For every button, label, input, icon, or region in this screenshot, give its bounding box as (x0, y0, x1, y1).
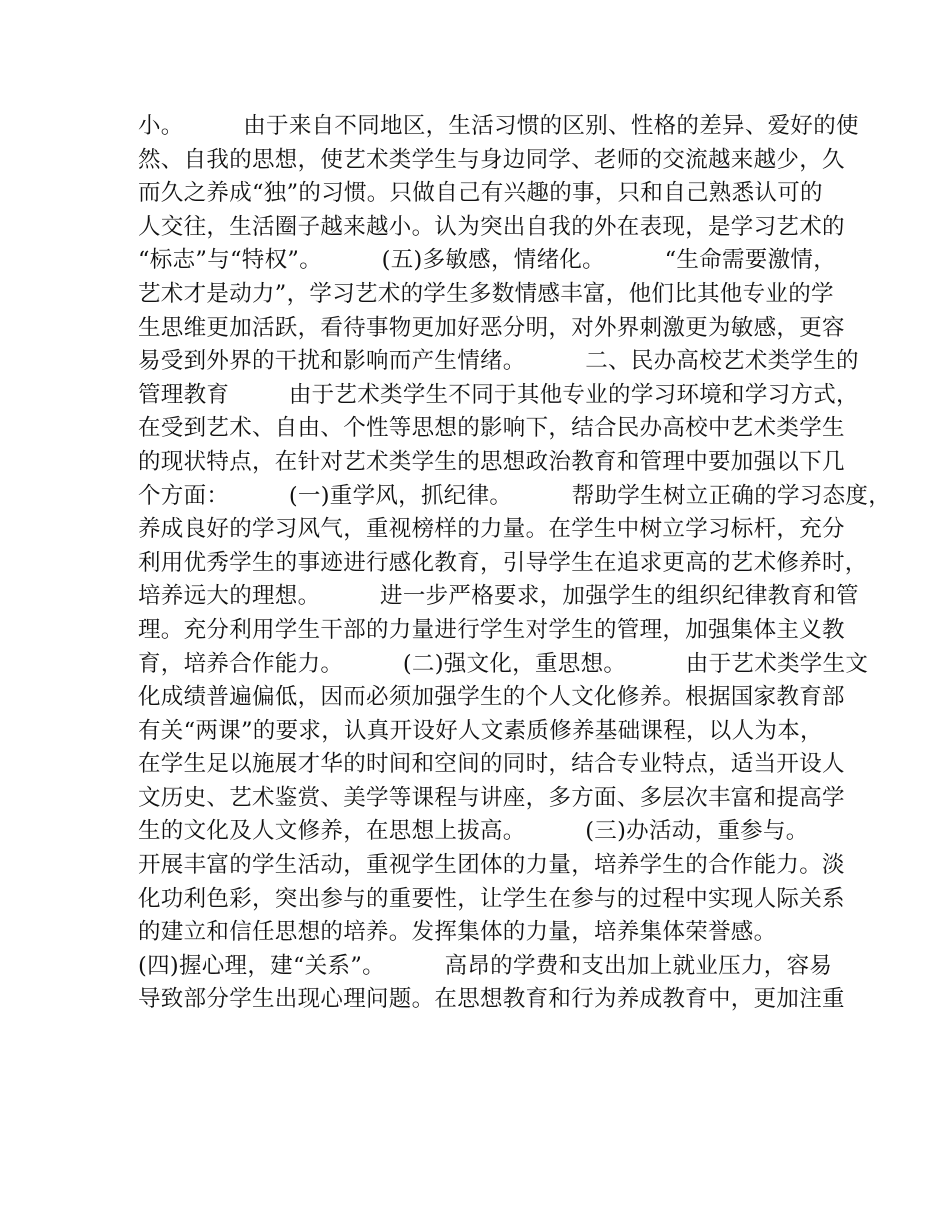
text-line: 的现状特点，在针对艺术类学生的思想政治教育和管理中要加强以下几 (138, 448, 845, 475)
text-line: 易受到外界的干扰和影响而产生情绪。 二、民办高校艺术类学生的 (138, 348, 859, 375)
text-line: 养成良好的学习风气，重视榜样的力量。在学生中树立学习标杆，充分 (138, 516, 845, 543)
text-line: 然、自我的思想，使艺术类学生与身边同学、老师的交流越来越少，久 (138, 146, 845, 173)
text-line: 利用优秀学生的事迹进行感化教育，引导学生在追求更高的艺术修养时， (138, 549, 868, 576)
text-line: 理。充分利用学生干部的力量进行学生对学生的管理，加强集体主义教 (138, 616, 845, 643)
text-line: 生思维更加活跃，看待事物更加好恶分明，对外界刺激更为敏感，更容 (138, 314, 845, 341)
text-line: 的建立和信任思想的培养。发挥集体的力量，培养集体荣誉感。 (138, 919, 777, 946)
text-line: 个方面： (一)重学风，抓纪律。 帮助学生树立正确的学习态度， (138, 482, 891, 509)
text-line: 艺术才是动力”，学习艺术的学生多数情感丰富，他们比其他专业的学 (138, 280, 834, 307)
text-line: 在学生足以施展才华的时间和空间的同时，结合专业特点，适当开设人 (138, 751, 845, 778)
text-line: 化成绩普遍偏低，因而必须加强学生的个人文化修养。根据国家教育部 (138, 684, 845, 711)
text-line: 管理教育 由于艺术类学生不同于其他专业的学习环境和学习方式， (138, 381, 859, 408)
text-line: “标志”与“特权”。 (五)多敏感，情绪化。 “生命需要激情， (138, 247, 837, 274)
text-line: 化功利色彩，突出参与的重要性，让学生在参与的过程中实现人际关系 (138, 885, 845, 912)
text-line: (四)握心理，建“关系”。 高昂的学费和支出加上就业压力，容易 (138, 952, 833, 979)
text-line: 培养远大的理想。 进一步严格要求，加强学生的组织纪律教育和管 (138, 583, 859, 610)
text-line: 导致部分学生出现心理问题。在思想教育和行为养成教育中，更加注重 (138, 986, 845, 1013)
text-line: 育，培养合作能力。 (二)强文化，重思想。 由于艺术类学生文 (138, 650, 869, 677)
body-text (138, 110, 891, 1017)
text-line: 而久之养成“独”的习惯。只做自己有兴趣的事，只和自己熟悉认可的 (138, 180, 823, 207)
text-line: 开展丰富的学生活动，重视学生团体的力量，培养学生的合作能力。淡 (138, 852, 845, 879)
text-line: 在受到艺术、自由、个性等思想的影响下，结合民办高校中艺术类学生 (138, 415, 845, 442)
text-line: 文历史、艺术鉴赏、美学等课程与讲座，多方面、多层次丰富和提高学 (138, 784, 845, 811)
text-line: 生的文化及人文修养，在思想上拔高。 (三)办活动，重参与。 (138, 818, 809, 845)
text-line: 小。 由于来自不同地区，生活习惯的区别、性格的差异、爱好的使 (138, 113, 859, 139)
text-line: 人交往，生活圈子越来越小。认为突出自我的外在表现，是学习艺术的 (138, 213, 845, 240)
text-line: 有关“两课”的要求，认真开设好人文素质修养基础课程，以人为本， (138, 717, 823, 744)
